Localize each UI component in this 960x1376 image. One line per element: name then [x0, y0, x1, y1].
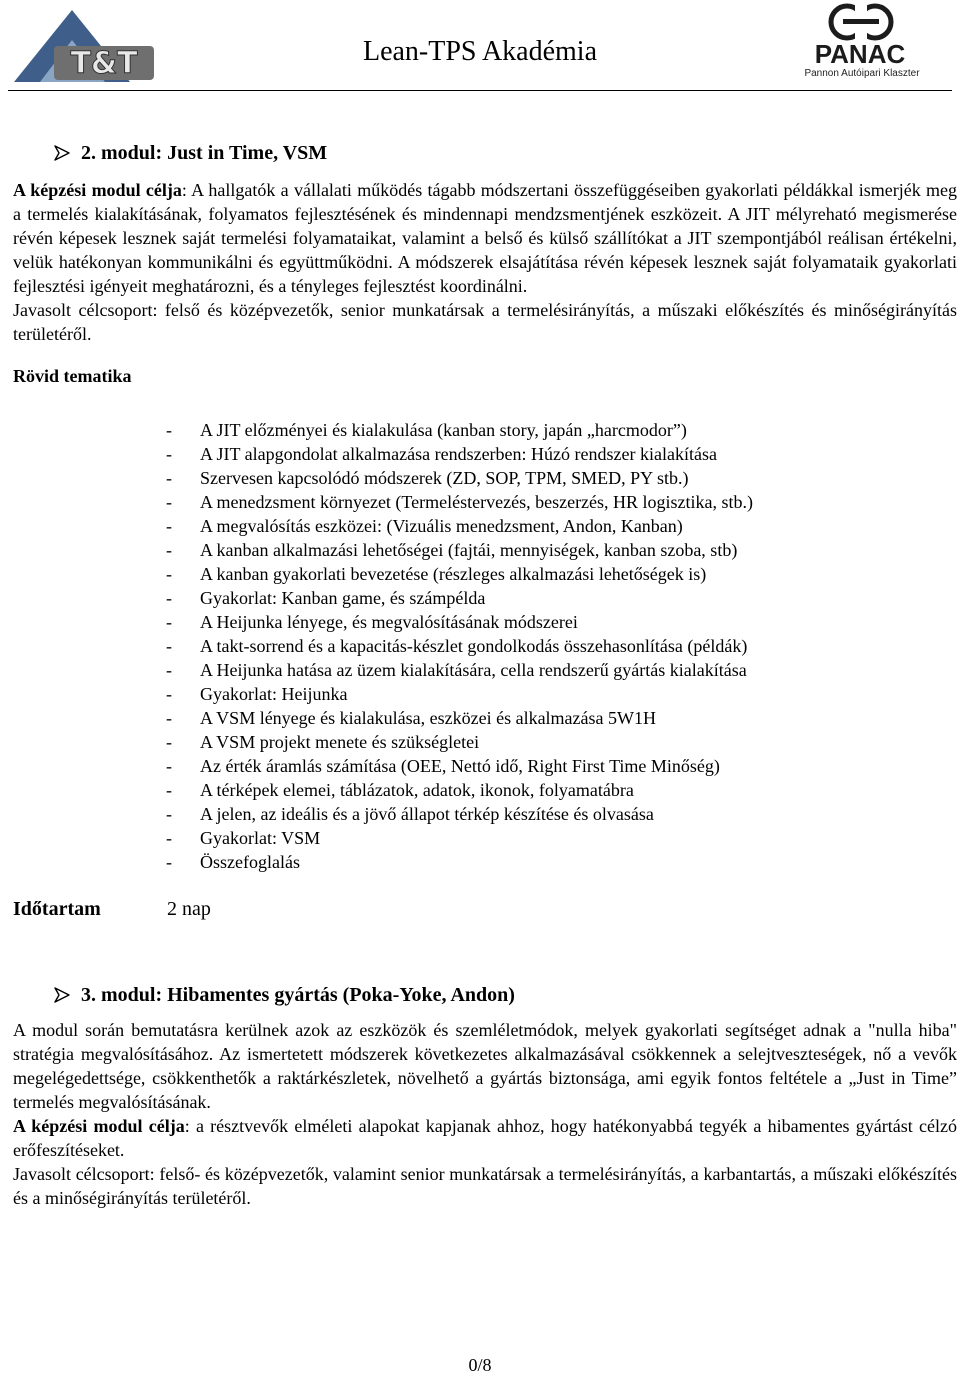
svg-text:T&T: T&T — [70, 46, 138, 81]
duration-row — [13, 896, 957, 922]
arrow-bullet-icon — [53, 144, 71, 162]
goal-label: A képzési modul célja — [13, 180, 182, 200]
list-item: - A kanban alkalmazási lehetőségei (fajtái, mennyiségek, kanban szoba, stb) — [166, 540, 738, 560]
list-item: - A menedzsment környezet (Termeléstervezés, beszerzés, HR logisztika, stb.) — [166, 492, 754, 512]
module-3-target: Javasolt célcsoport: felső- és középvezetők, valamint senior munkatársak a termelésirányítás, a karbantartás, a műszaki előkészítés és a minőségirányítás területéről. — [13, 1164, 957, 1208]
list-item: - A VSM lényege és kialakulása, eszközei és alkalmazása 5W1H — [166, 708, 657, 728]
page-header — [0, 0, 960, 92]
page-content — [13, 138, 957, 1210]
list-item: - A kanban gyakorlati bevezetése (részleges alkalmazási lehetőségek is) — [166, 564, 707, 584]
module-3-goal — [13, 1114, 957, 1162]
list-item: - Gyakorlat: VSM — [166, 828, 321, 848]
list-item: - A takt-sorrend és a kapacitás-készlet gondolkodás összehasonlítása (példák) — [166, 636, 748, 656]
list-item: - A JIT előzményei és kialakulása (kanban story, japán „harcmodor”) — [166, 420, 687, 440]
header-title: Lean-TPS Akadémia — [362, 36, 598, 67]
duration-value: 2 nap — [167, 898, 211, 920]
list-item: - Szervesen kapcsolódó módszerek (ZD, SOP, TPM, SMED, PY stb.) — [166, 468, 689, 488]
list-item: - A megvalósítás eszközei: (Vizuális menedzsment, Andon, Kanban) — [166, 516, 683, 536]
module-2-target: Javasolt célcsoport: felső és középvezetők, senior munkatársak a termelésirányítás, a műszaki előkészítés és minőségirányítás területéről. — [13, 300, 957, 344]
list-item: - A Heijunka hatása az üzem kialakítására, cella rendszerű gyártás kialakítása — [166, 660, 747, 680]
module-3-intro: A modul során bemutatásra kerülnek azok az eszközök és szemléletmódok, melyek gyakorlati segítséget adnak a "nulla hiba" stratégia megvalósításához. Az ismertetett módszerek következetes alkalmazásával csökkennek a selejtveszteségek, nő a vevők megelégedettsége, csökkenthetők a raktárkészletek, növelhető a gyártás biztonsága, ami egyik fontos feltétele a „Just in Time” termelés megvalósításának. — [13, 1020, 957, 1112]
module-3-title: 3. modul: Hibamentes gyártás (Poka-Yoke, Andon) — [81, 984, 515, 1006]
module-2-heading — [53, 138, 957, 168]
page-number: 0/8 — [468, 1355, 492, 1375]
list-item: - Gyakorlat: Kanban game, és számpélda — [166, 588, 486, 608]
list-item: - Összefoglalás — [166, 852, 300, 872]
panac-subtitle: Pannon Autóipari Klaszter — [804, 68, 920, 79]
list-item: - Gyakorlat: Heijunka — [166, 684, 348, 704]
module-3-heading — [53, 980, 957, 1010]
topics-list — [13, 418, 957, 874]
list-item: - A JIT alapgondolat alkalmazása rendszerben: Húzó rendszer kialakítása — [166, 444, 717, 464]
list-item: - A jelen, az ideális és a jövő állapot térkép készítése és olvasása — [166, 804, 654, 824]
arrow-bullet-icon — [53, 986, 71, 1004]
list-item: - A térképek elemei, táblázatok, adatok, ikonok, folyamatábra — [166, 780, 634, 800]
topics-title: Rövid tematika — [13, 366, 132, 386]
duration-label: Időtartam — [13, 898, 101, 920]
list-item: - A Heijunka lényege, és megvalósításának módszerei — [166, 612, 578, 632]
svg-text:PANAC: PANAC — [814, 39, 906, 69]
list-item: - A VSM projekt menete és szükségletei — [166, 732, 480, 752]
goal-text: : a résztvevők elméleti alapokat kapjanak ahhoz, hogy hatékonyabbá tegyék a hibamentes gyártást célzó erőfeszítéseket. — [13, 1116, 957, 1160]
module-2-goal — [13, 178, 957, 298]
goal-text: : A hallgatók a vállalati működés tágabb módszertani összefüggéseiben gyakorlati példákkal ismerjék meg a termelés kialakításának, folyamatos fejlesztésének és mindennapi mendzsmentjének eszközeit. A JIT mélyreható megismerése révén képesek lesznek saját termelési folyamataikat, valamint a belső és külső szállítókat a JIT szempontjából reálisan értékelni, velük hatékonyan kommunikálni és együttműködni. A módszerek elsajátítása révén képesek lesznek saját folyamataik gyakorlati fejlesztési igényeit meghatározni, és a tényleges fejlesztést koordinálni. — [13, 180, 957, 296]
header-divider — [8, 90, 952, 91]
module-2-title: 2. modul: Just in Time, VSM — [81, 142, 328, 164]
list-item: - Az érték áramlás számítása (OEE, Nettó idő, Right First Time Minőség) — [166, 756, 720, 776]
goal-label: A képzési modul célja — [13, 1116, 185, 1136]
